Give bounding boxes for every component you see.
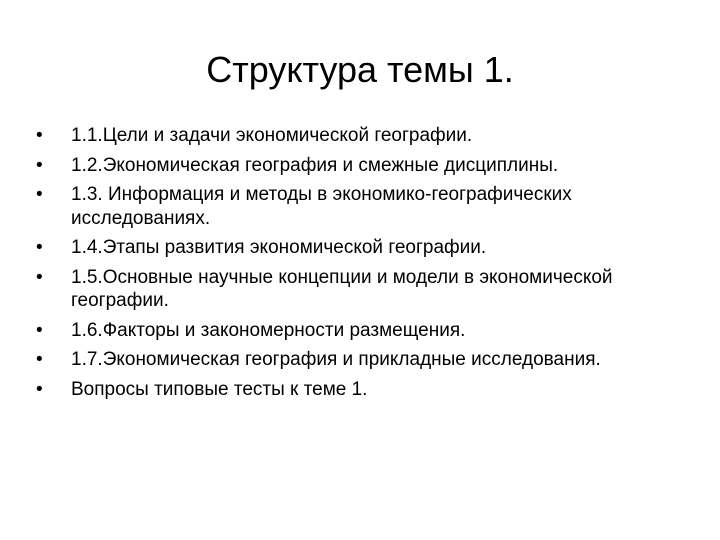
list-item [36, 319, 696, 343]
list-item-text: 1.5.Основные научные концепции и модели в экономической географии. [71, 266, 613, 311]
bullet-icon: • [36, 154, 43, 176]
list-item [36, 378, 696, 402]
list-item [36, 154, 696, 178]
bullet-icon: • [36, 237, 43, 258]
bullet-icon: • [36, 266, 43, 288]
bullet-icon: • [36, 378, 43, 400]
list-item-text: 1.4.Этапы развития экономической географии. [71, 237, 487, 258]
bullet-icon: • [36, 125, 43, 146]
list-item-text: 1.3. Информация и методы в экономико-географических исследованиях. [71, 184, 572, 229]
list-item [36, 348, 696, 372]
slide-title: Структура темы 1. [206, 49, 514, 90]
list-item [36, 183, 696, 230]
list-item-text: 1.1.Цели и задачи экономической географии. [71, 125, 473, 146]
list-item-text: Вопросы типовые тесты к теме 1. [71, 378, 368, 400]
list-item-text: 1.7.Экономическая география и прикладные исследования. [71, 349, 601, 370]
bullet-icon: • [36, 184, 43, 205]
bullet-icon: • [36, 349, 43, 370]
list-item [36, 266, 696, 313]
list-item-text: 1.6.Факторы и закономерности размещения. [71, 319, 466, 341]
list-item [36, 124, 696, 148]
bullet-icon: • [36, 319, 43, 341]
bullet-list [36, 124, 696, 407]
list-item [36, 236, 696, 260]
list-item-text: 1.2.Экономическая география и смежные дисциплины. [71, 154, 559, 176]
